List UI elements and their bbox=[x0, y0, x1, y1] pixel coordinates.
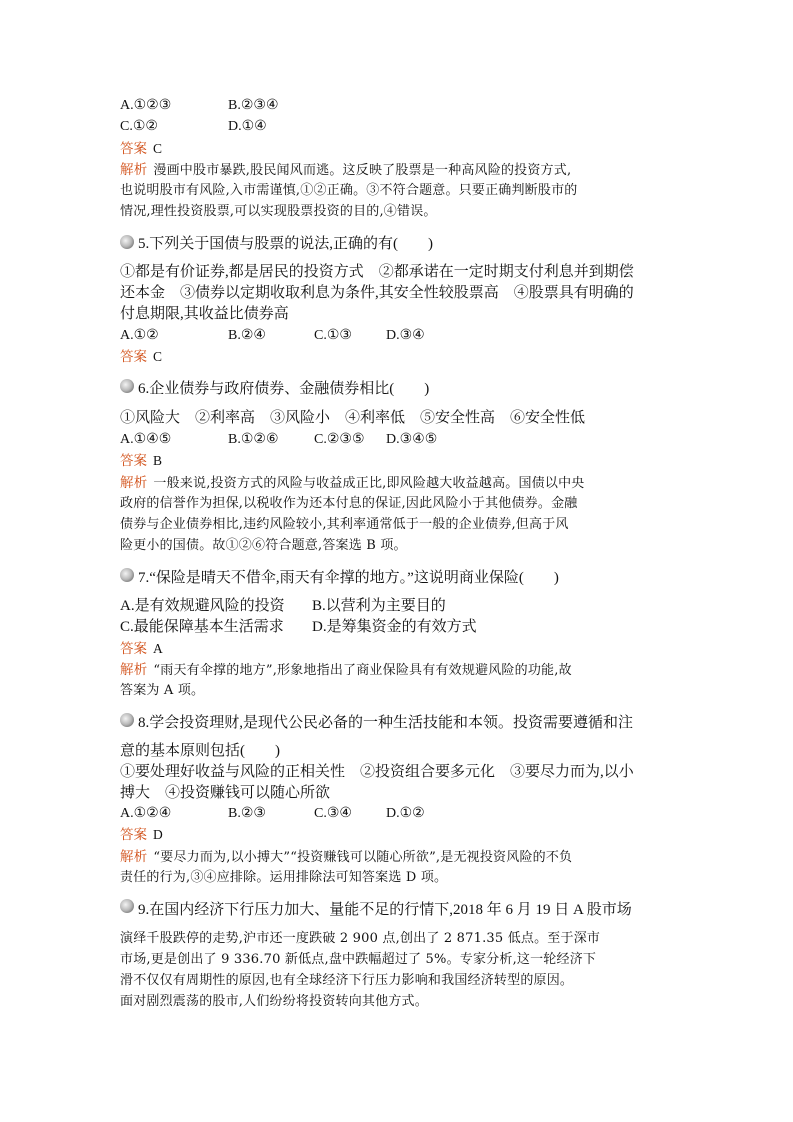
q7-explanation-line-2: 答案为 A 项。 bbox=[120, 683, 205, 698]
q6-explanation-line-2: 政府的信誉作为担保,以税收作为还本付息的保证,因此风险小于其他债券。金融 bbox=[120, 496, 578, 511]
option-b: B.②④ bbox=[228, 328, 266, 343]
q8-explanation-line-1 bbox=[120, 848, 572, 867]
answer-label: 答案 bbox=[120, 827, 147, 842]
q6-explanation-line-1 bbox=[120, 474, 584, 493]
answer-label: 答案 bbox=[120, 453, 147, 468]
q8-body-line-1: ①要处理好收益与风险的正相关性 ②投资组合要多元化 ③要尽力而为,以小 bbox=[120, 764, 634, 780]
q5-answer bbox=[120, 348, 162, 366]
q8-body-line-2: 搏大 ④投资赚钱可以随心所欲 bbox=[120, 785, 331, 801]
q6-stem: 6.企业债券与政府债券、金融债券相比( ) bbox=[138, 381, 430, 397]
explanation-label: 解析 bbox=[120, 849, 148, 864]
answer-label: 答案 bbox=[120, 349, 147, 364]
q8-answer bbox=[120, 826, 163, 844]
option-c: C.①③ bbox=[314, 328, 352, 343]
q9-stem-line-2: 演绎千股跌停的走势,沪市还一度跌破 2 900 点,创出了 2 871.35 低点。至于深市 bbox=[120, 931, 601, 946]
explanation-label: 解析 bbox=[120, 662, 148, 677]
option-d: D.③④⑤ bbox=[386, 432, 438, 447]
explanation-text: 一般来说,投资方式的风险与收益成正比,即风险越大收益越高。国债以中央 bbox=[153, 476, 585, 491]
option-d: D.是筹集资金的有效方式 bbox=[312, 619, 477, 635]
option-b: B.①②⑥ bbox=[228, 432, 279, 447]
q9-stem-line-4: 滑不仅仅有周期性的原因,也有全球经济下行压力影响和我国经济转型的原因。 bbox=[120, 973, 574, 988]
question-bullet-icon bbox=[119, 234, 135, 250]
prev-options-row-2 bbox=[120, 118, 267, 136]
q5-stem: 5.下列关于国债与股票的说法,正确的有( ) bbox=[138, 236, 433, 252]
option-c: C.①② bbox=[120, 119, 158, 134]
prev-explanation-line-3: 情况,理性投资股票,可以实现股票投资的目的,④错误。 bbox=[120, 204, 437, 219]
question-bullet-icon bbox=[119, 898, 135, 914]
q5-body-line-3: 付息期限,其收益比债券高 bbox=[120, 306, 289, 322]
explanation-text: “雨天有伞撑的地方”,形象地指出了商业保险具有有效规避风险的功能,故 bbox=[153, 663, 572, 678]
answer-label: 答案 bbox=[120, 641, 147, 656]
option-a: A.是有效规避风险的投资 bbox=[120, 598, 285, 614]
prev-explanation-line-2: 也说明股市有风险,入市需谨慎,①②正确。③不符合题意。只要正确判断股市的 bbox=[120, 183, 578, 198]
q8-stem-line-1: 8.学会投资理财,是现代公民必备的一种生活技能和本领。投资需要遵循和注 bbox=[138, 715, 634, 731]
q6-answer bbox=[120, 452, 162, 470]
question-bullet-icon bbox=[119, 567, 135, 583]
answer-value: D bbox=[153, 827, 163, 842]
q8-options bbox=[120, 805, 425, 823]
question-bullet-icon bbox=[119, 712, 135, 728]
answer-value: A bbox=[153, 641, 163, 656]
explanation-text: 漫画中股市暴跌,股民闻风而逃。这反映了股票是一种高风险的投资方式, bbox=[153, 163, 572, 178]
option-c: C.最能保障基本生活需求 bbox=[120, 619, 284, 635]
q8-explanation-line-2: 责任的行为,③④应排除。运用排除法可知答案选 D 项。 bbox=[120, 870, 448, 885]
option-a: A.①②③ bbox=[120, 98, 172, 113]
q9-stem-line-3: 市场,更是创出了 9 336.70 新低点,盘中跌幅超过了 5%。专家分析,这一轮经济下 bbox=[120, 952, 597, 967]
answer-value: B bbox=[153, 453, 163, 468]
prev-explanation-line-1 bbox=[120, 161, 571, 180]
q6-explanation-line-4: 险更小的国债。故①②⑥符合题意,答案选 B 项。 bbox=[120, 538, 407, 553]
option-b: B.②③ bbox=[228, 806, 266, 821]
q6-explanation-line-3: 债券与企业债券相比,违约风险较小,其利率通常低于一般的企业债券,但高于风 bbox=[120, 517, 569, 532]
option-c: C.③④ bbox=[314, 806, 352, 821]
q7-options-row-2 bbox=[120, 618, 477, 636]
q7-explanation-line-1 bbox=[120, 661, 572, 680]
q7-stem: 7.“保险是晴天不借伞,雨天有伞撑的地方。”这说明商业保险( ) bbox=[138, 570, 559, 586]
option-d: D.①④ bbox=[228, 119, 267, 134]
option-a: A.①②④ bbox=[120, 806, 172, 821]
q9-stem-line-5: 面对剧烈震荡的股市,人们纷纷将投资转向其他方式。 bbox=[120, 994, 428, 1009]
prev-answer bbox=[120, 140, 162, 158]
q5-body-line-2: 还本金 ③债券以定期收取利息为条件,其安全性较股票高 ④股票具有明确的 bbox=[120, 285, 634, 301]
q6-options bbox=[120, 431, 437, 449]
answer-label: 答案 bbox=[120, 141, 147, 156]
question-bullet-icon bbox=[119, 378, 135, 394]
option-b: B.以营利为主要目的 bbox=[312, 598, 446, 614]
option-a: A.①④⑤ bbox=[120, 432, 172, 447]
option-b: B.②③④ bbox=[228, 98, 279, 113]
q7-options-row-1 bbox=[120, 597, 446, 615]
prev-options-row-1 bbox=[120, 97, 279, 115]
answer-value: C bbox=[153, 349, 163, 364]
explanation-label: 解析 bbox=[120, 475, 148, 490]
explanation-label: 解析 bbox=[120, 162, 148, 177]
option-a: A.①② bbox=[120, 328, 159, 343]
q6-body: ①风险大 ②利率高 ③风险小 ④利率低 ⑤安全性高 ⑥安全性低 bbox=[120, 410, 586, 426]
option-c: C.②③⑤ bbox=[314, 432, 365, 447]
q5-body-line-1: ①都是有价证券,都是居民的投资方式 ②都承诺在一定时期支付利息并到期偿 bbox=[120, 264, 634, 280]
q8-stem-line-2: 意的基本原则包括( ) bbox=[120, 743, 280, 759]
q5-options bbox=[120, 327, 425, 345]
explanation-text: “要尽力而为,以小搏大”“投资赚钱可以随心所欲”,是无视投资风险的不负 bbox=[153, 850, 573, 865]
option-d: D.③④ bbox=[386, 328, 425, 343]
option-d: D.①② bbox=[386, 806, 425, 821]
answer-value: C bbox=[153, 141, 163, 156]
q7-answer bbox=[120, 640, 163, 658]
q9-stem-line-1: 9.在国内经济下行压力加大、量能不足的行情下,2018 年 6 月 19 日 A 股市场 bbox=[138, 902, 632, 918]
